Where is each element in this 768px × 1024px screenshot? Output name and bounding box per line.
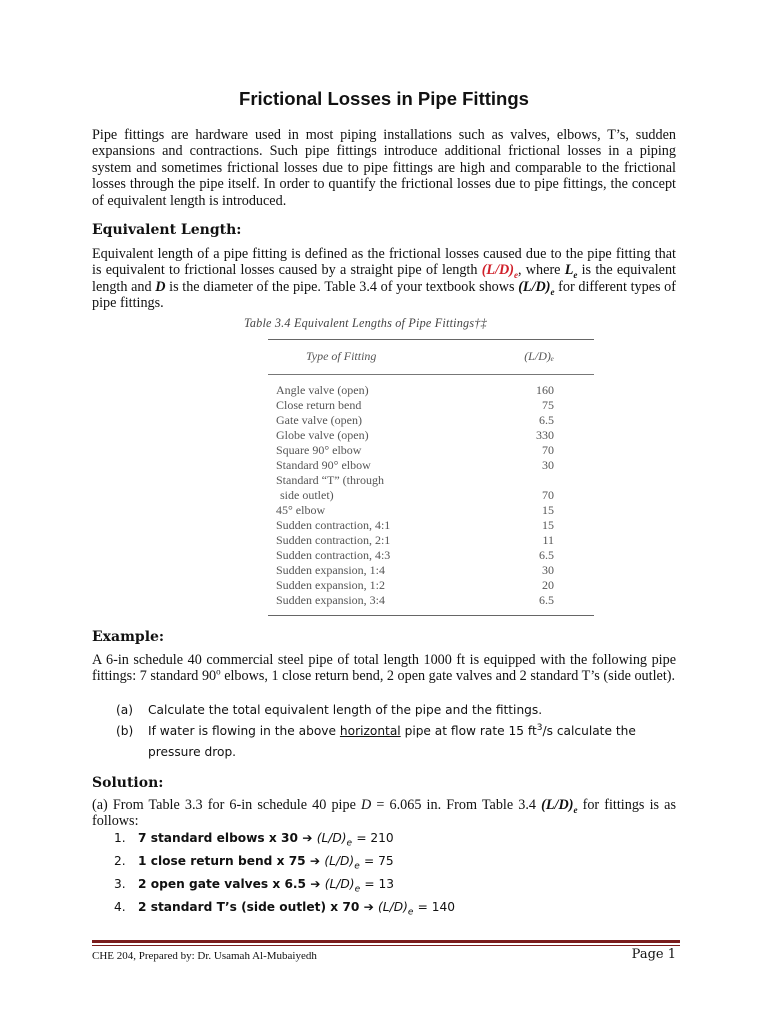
ld-text: (L/D) xyxy=(378,900,408,914)
table-row xyxy=(268,473,594,488)
solution-item xyxy=(114,896,674,919)
table-row xyxy=(268,503,594,518)
fitting-ld-value: 30 xyxy=(542,458,554,473)
question-a: (a) Calculate the total equivalent length of the pipe and the fittings. xyxy=(116,703,543,717)
table-row xyxy=(268,458,594,473)
example-heading: Example: xyxy=(92,629,165,645)
item-result: = 75 xyxy=(363,854,394,868)
arrow-icon: ➔ xyxy=(363,900,374,914)
solution-item xyxy=(114,827,674,850)
ld-label xyxy=(316,831,353,849)
fitting-ld-value: 75 xyxy=(542,398,554,413)
table-row xyxy=(268,533,594,548)
item-text: 2 standard T’s (side outlet) x 70 xyxy=(138,900,360,914)
fitting-name: Angle valve (open) xyxy=(276,383,369,397)
fitting-ld-value: 330 xyxy=(536,428,554,443)
fitting-ld-value: 70 xyxy=(542,443,554,458)
table-body xyxy=(268,383,594,608)
fitting-name: Square 90° elbow xyxy=(276,443,362,458)
ld-label xyxy=(324,877,361,895)
item-result: = 210 xyxy=(356,831,394,845)
item-number: 1. xyxy=(114,831,126,845)
page-number: Page 1 xyxy=(631,947,676,962)
item-result: = 13 xyxy=(364,877,394,891)
fitting-ld-value: 15 xyxy=(542,503,554,518)
ld-text: (L/D) xyxy=(324,854,355,868)
footer-rule-thin xyxy=(92,945,680,946)
fitting-ld-value: 6.5 xyxy=(539,413,554,428)
arrow-icon: ➔ xyxy=(302,831,313,845)
ld-text: (L/D) xyxy=(324,877,355,891)
solution-list xyxy=(114,827,674,919)
fitting-name: Sudden contraction, 4:1 xyxy=(276,518,391,533)
ld-label xyxy=(324,854,360,872)
item-text: 1 close return bend x 75 xyxy=(138,854,306,868)
page-title: Frictional Losses in Pipe Fittings xyxy=(239,88,529,109)
table-header xyxy=(268,348,594,375)
fitting-name: Standard “T” (through xyxy=(276,473,384,488)
fitting-ld-value: 11 xyxy=(542,533,554,548)
arrow-icon: ➔ xyxy=(309,854,321,868)
table-row xyxy=(268,413,594,428)
solution-item xyxy=(114,873,674,896)
fitting-name: Sudden contraction, 4:3 xyxy=(276,548,391,563)
fitting-ld-value: 30 xyxy=(542,563,554,578)
table-row xyxy=(268,593,594,608)
item-number: 2. xyxy=(114,854,126,868)
table-row xyxy=(268,578,594,593)
table-row xyxy=(268,488,594,503)
fitting-name: side outlet) xyxy=(280,488,334,503)
intro-paragraph: Pipe fittings are hardware used in most piping installations such as valves, elbows, T’s, sudden expansions and contractions. Such pipe fittings introduce additional frictional losses in a piping system and sometimes frictional losses due to pipe fittings are high and comparable to the frictional losses through the pipe itself. In order to quantify the frictional losses due to pipe fittings, the concept of equivalent length is introduced. xyxy=(92,127,676,209)
fitting-ld-value: 160 xyxy=(536,383,554,397)
arrow-icon: ➔ xyxy=(310,877,321,891)
fitting-ld-value: 20 xyxy=(542,578,554,593)
solution-item xyxy=(114,850,674,873)
item-number: 3. xyxy=(114,877,126,891)
ld-subscript: e xyxy=(346,838,353,849)
table-caption: Table 3.4 Equivalent Lengths of Pipe Fittings†‡ xyxy=(244,316,487,330)
item-number: 4. xyxy=(114,900,126,914)
fitting-name: Standard 90° elbow xyxy=(276,458,371,473)
item-text: 2 open gate valves x 6.5 xyxy=(138,877,307,891)
column-header-type: Type of Fitting xyxy=(306,349,377,363)
fitting-name: Globe valve (open) xyxy=(276,428,369,443)
fitting-name: Close return bend xyxy=(276,398,362,413)
equivalent-length-paragraph: Equivalent length of a pipe fitting is defined as the frictional losses caused due to the pipe fitting that is equivalent to frictional losses caused by a straight pipe of length $(L/D)_e$, where $L_e$ is the equivalent length and D is the diameter of the pipe. Table 3.4 of your textbook shows $(L/D)_e$ for different types of pipe fittings. xyxy=(92,246,676,312)
fittings-table xyxy=(268,339,594,616)
fitting-name: 45° elbow xyxy=(276,503,326,518)
ld-text: (L/D) xyxy=(316,831,347,845)
ld-subscript: e xyxy=(354,884,361,895)
example-paragraph: A 6-in schedule 40 commercial steel pipe of total length 1000 ft is equipped with the following pipe fittings: 7 standard 90$^o$ elbows, 1 close return bend, 2 open gate valves and 2 standard T’s (side outlet). xyxy=(92,652,676,685)
solution-paragraph: (a) From Table 3.3 for 6-in schedule 40 pipe D = 6.065 in. From Table 3.4 $(L/D)_e$ for fittings is as follows: xyxy=(92,797,676,830)
table-row xyxy=(268,428,594,443)
item-result: = 140 xyxy=(417,900,455,914)
equivalent-length-heading: Equivalent Length: xyxy=(92,222,242,238)
item-text: 7 standard elbows x 30 xyxy=(138,831,298,845)
fitting-name: Sudden contraction, 2:1 xyxy=(276,533,391,548)
table-row xyxy=(268,398,594,413)
fitting-name: Sudden expansion, 3:4 xyxy=(276,593,385,608)
table-row xyxy=(268,563,594,578)
example-questions xyxy=(116,700,676,763)
fitting-ld-value: 70 xyxy=(542,488,554,503)
fitting-ld-value: 15 xyxy=(542,518,554,533)
fitting-name: Sudden expansion, 1:2 xyxy=(276,578,385,593)
footer-credit: CHE 204, Prepared by: Dr. Usamah Al-Mubaiyedh xyxy=(92,950,317,962)
table-row xyxy=(268,548,594,563)
fitting-ld-value: 6.5 xyxy=(539,548,554,563)
fitting-ld-value: 6.5 xyxy=(539,593,554,608)
question-b: (b) If water is flowing in the above horizontal pipe at flow rate 15 $ft^3/s$ calculate the pressure drop. xyxy=(116,722,636,759)
ld-label xyxy=(378,900,414,918)
table-row xyxy=(268,518,594,533)
fitting-name: Sudden expansion, 1:4 xyxy=(276,563,385,578)
solution-heading: Solution: xyxy=(92,775,164,791)
column-header-ld: (L/D)ₑ xyxy=(524,349,554,363)
ld-subscript: e xyxy=(407,907,414,918)
footer-rule xyxy=(92,940,680,943)
ld-subscript: e xyxy=(354,861,360,872)
table-row xyxy=(268,443,594,458)
table-row xyxy=(268,383,594,398)
fitting-name: Gate valve (open) xyxy=(276,413,362,428)
